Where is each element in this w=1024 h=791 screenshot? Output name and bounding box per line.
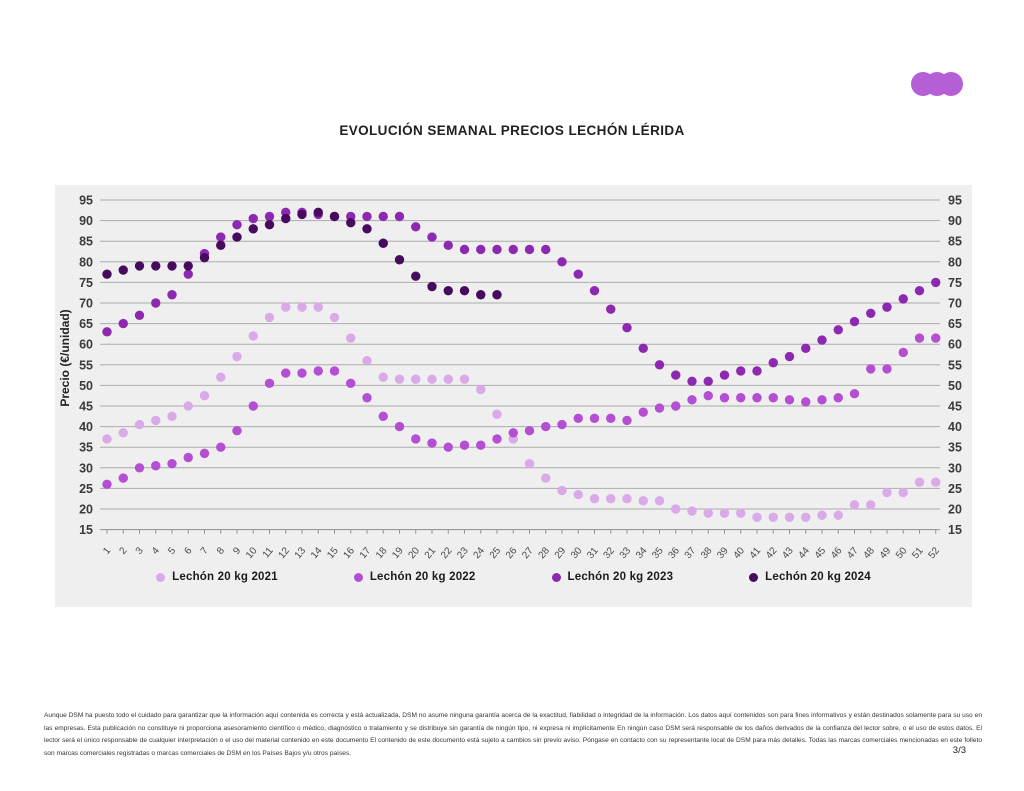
legend-item-2024 <box>749 571 871 583</box>
svg-text:15: 15 <box>325 545 341 562</box>
svg-text:5: 5 <box>166 545 179 557</box>
svg-text:20: 20 <box>406 545 423 562</box>
svg-text:52: 52 <box>926 545 943 562</box>
svg-text:10: 10 <box>243 545 260 562</box>
svg-text:1: 1 <box>101 545 114 557</box>
svg-text:40: 40 <box>79 420 93 435</box>
svg-text:15: 15 <box>948 523 962 538</box>
scatter-plot <box>55 185 972 607</box>
svg-text:43: 43 <box>780 545 796 562</box>
svg-text:7: 7 <box>198 545 211 557</box>
svg-text:26: 26 <box>503 545 520 562</box>
svg-text:65: 65 <box>79 317 93 332</box>
svg-text:60: 60 <box>79 337 93 352</box>
svg-text:16: 16 <box>341 545 358 562</box>
svg-text:14: 14 <box>308 545 325 562</box>
svg-text:85: 85 <box>948 234 962 249</box>
svg-text:25: 25 <box>487 545 504 562</box>
svg-text:29: 29 <box>552 545 569 562</box>
svg-text:35: 35 <box>948 440 962 455</box>
svg-text:44: 44 <box>796 545 813 562</box>
svg-text:2: 2 <box>117 545 130 557</box>
legend-marker-2022-icon <box>354 573 363 582</box>
svg-text:70: 70 <box>79 296 93 311</box>
svg-text:50: 50 <box>893 545 910 562</box>
svg-text:41: 41 <box>747 545 764 562</box>
svg-text:20: 20 <box>79 502 93 517</box>
svg-text:15: 15 <box>79 523 93 538</box>
svg-text:40: 40 <box>948 420 962 435</box>
svg-text:85: 85 <box>79 234 93 249</box>
svg-text:21: 21 <box>422 545 439 562</box>
svg-text:35: 35 <box>650 545 666 562</box>
svg-text:45: 45 <box>79 399 93 414</box>
chart-panel <box>55 185 972 607</box>
svg-text:28: 28 <box>536 545 553 562</box>
svg-text:80: 80 <box>948 255 962 270</box>
svg-text:36: 36 <box>666 545 683 562</box>
svg-text:60: 60 <box>948 337 962 352</box>
svg-text:80: 80 <box>79 255 93 270</box>
svg-text:47: 47 <box>845 545 861 562</box>
svg-text:75: 75 <box>948 275 962 290</box>
svg-text:90: 90 <box>79 214 93 229</box>
svg-text:30: 30 <box>568 545 585 562</box>
svg-text:11: 11 <box>260 545 276 561</box>
svg-text:35: 35 <box>79 440 93 455</box>
svg-text:30: 30 <box>79 461 93 476</box>
chart-legend <box>55 571 972 583</box>
svg-text:20: 20 <box>948 502 962 517</box>
svg-text:75: 75 <box>79 275 93 290</box>
svg-text:22: 22 <box>438 545 455 562</box>
svg-text:45: 45 <box>948 399 962 414</box>
legend-label-2023: Lechón 20 kg 2023 <box>567 571 674 583</box>
svg-text:8: 8 <box>215 545 228 557</box>
svg-text:34: 34 <box>633 545 650 562</box>
svg-text:17: 17 <box>357 545 374 562</box>
svg-text:45: 45 <box>812 545 829 562</box>
legend-label-2024: Lechón 20 kg 2024 <box>765 571 871 583</box>
page-number: 3/3 <box>952 745 966 756</box>
legend-marker-2024-icon <box>749 573 758 582</box>
logo-circle-3 <box>939 72 963 96</box>
svg-text:50: 50 <box>948 378 962 393</box>
legend-marker-2023-icon <box>552 573 561 582</box>
svg-text:55: 55 <box>79 358 93 373</box>
svg-text:70: 70 <box>948 296 962 311</box>
disclaimer-text: Aunque DSM ha puesto todo el cuidado para garantizar que la información aquí contenida es correcta y está actualizada, DSM no asume ninguna garantía acerca de la exactitud, fiabilidad o integridad de la información. Los datos aquí contenidos son para fines informativos y están destinados solamente para su uso en las empresas. Esta publicación no constituye ni proporciona asesoramiento científico o médico, diagnóstico o tratamiento y se distribuye sin garantía de ningún tipo, ni expresa ni implícitamente En ningún caso DSM será responsable de los daños derivados de la confianza del lector sobre, o el uso de estos datos. El lector será el único responsable de cualquier interpretación o el uso del material contenido en este documento El contenido de este documento está sujeto a cambios sin previo aviso. Póngase en contacto con su representante local de DSM para más detalles. Todas las marcas comerciales mencionadas en este folleto son marcas comerciales registradas o marcas comerciales de DSM en los Países Bajos y/u otros países. <box>44 712 982 757</box>
legend-item-2023 <box>552 571 674 583</box>
svg-text:48: 48 <box>861 545 878 562</box>
svg-text:40: 40 <box>731 545 748 562</box>
legend-item-2022 <box>354 571 476 583</box>
svg-text:50: 50 <box>79 378 93 393</box>
svg-text:25: 25 <box>79 481 93 496</box>
svg-text:95: 95 <box>948 193 962 208</box>
legend-label-2022: Lechón 20 kg 2022 <box>369 571 476 583</box>
svg-text:24: 24 <box>471 545 488 562</box>
svg-text:37: 37 <box>682 545 699 562</box>
svg-text:9: 9 <box>231 545 244 557</box>
legend-marker-2021-icon <box>156 573 165 582</box>
svg-text:90: 90 <box>948 214 962 229</box>
svg-text:18: 18 <box>373 545 390 562</box>
svg-text:31: 31 <box>585 545 601 562</box>
svg-text:55: 55 <box>948 358 962 373</box>
legend-item-2021 <box>156 571 278 583</box>
svg-text:65: 65 <box>948 317 962 332</box>
svg-text:33: 33 <box>617 545 634 562</box>
svg-text:42: 42 <box>763 545 780 562</box>
svg-text:25: 25 <box>948 481 962 496</box>
svg-text:51: 51 <box>910 545 926 562</box>
dsm-logo <box>911 72 963 96</box>
svg-text:30: 30 <box>948 461 962 476</box>
y-axis-label: Precio (€/unidad) <box>58 309 72 407</box>
svg-text:32: 32 <box>601 545 618 562</box>
svg-text:46: 46 <box>828 545 845 562</box>
svg-text:12: 12 <box>276 545 293 562</box>
svg-text:13: 13 <box>292 545 309 562</box>
svg-text:27: 27 <box>520 545 536 562</box>
svg-text:3: 3 <box>133 545 146 557</box>
legend-label-2021: Lechón 20 kg 2021 <box>172 571 278 583</box>
svg-text:23: 23 <box>455 545 471 562</box>
svg-text:6: 6 <box>182 545 195 557</box>
chart-title: EVOLUCIÓN SEMANAL PRECIOS LECHÓN LÉRIDA <box>339 123 685 138</box>
svg-text:19: 19 <box>390 545 406 562</box>
svg-text:4: 4 <box>150 545 163 557</box>
svg-text:49: 49 <box>877 545 894 562</box>
svg-text:39: 39 <box>715 545 731 562</box>
svg-text:95: 95 <box>79 193 93 208</box>
svg-text:38: 38 <box>698 545 715 562</box>
